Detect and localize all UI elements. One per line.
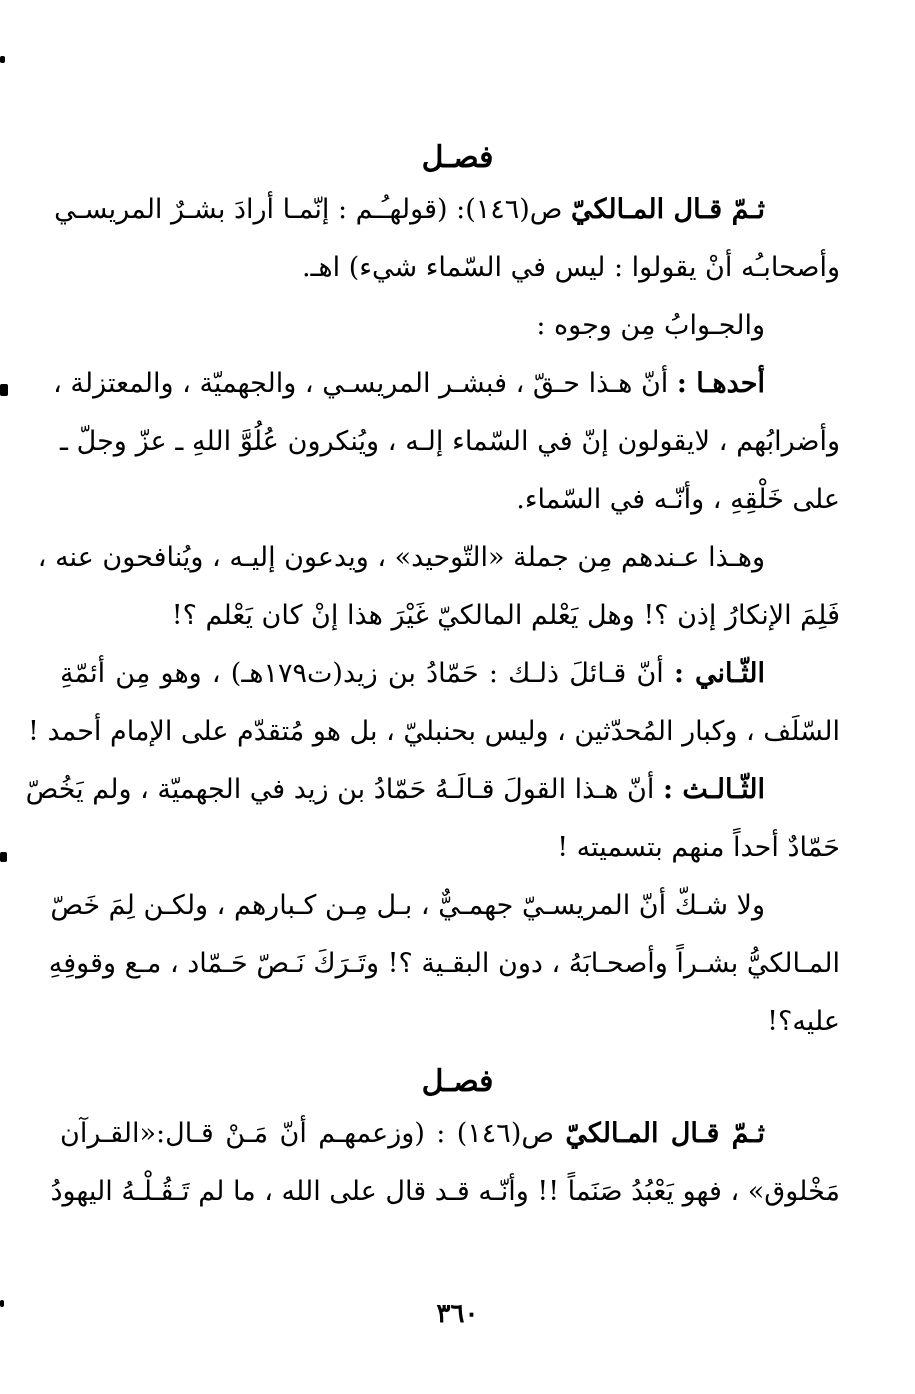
paragraph-line: السّلَف ، وكبار المُحدّثين ، وليس بحنبليّ ، بل هو مُتقدّم على الإمام أحمد ! [28,716,840,747]
paragraph-text: أنّ هـذا القولَ قـالَـهُ حَمّادُ بن زيد في الجهميّة ، ولم يَخُصّ [25,774,663,805]
paragraph-line [25,770,840,810]
scan-speck [0,852,7,862]
paragraph-line [60,1114,840,1154]
paragraph-lead: الثّـاني : [673,658,765,689]
paragraph-lead: ثـمّ قـال المـالكيّ [565,1118,765,1149]
paragraph-text: أنّ هـذا حـقّ ، فبشـر المريسـي ، والجهميّة ، والمعتزلة ، [53,368,677,399]
paragraph-text: ص(١٤٦) : (وزعمهـم أنّ مَـنْ قـال:«القـرآن [60,1118,566,1149]
paragraph-lead: الثّـالـث : [662,774,765,805]
page-number: ٣٦٠ [436,1299,479,1329]
paragraph-line: المـالكيُّ بشـراً وأصحـابَهُ ، دون البقـية ؟! وتَـرَكَ نَـصّ حَـمّاد ، مـع وقوفِهِ [48,948,840,979]
section-heading: فصـل [421,1064,494,1099]
paragraph-line: على خَلْقِهِ ، وأنّـه في السّماء. [516,484,840,515]
paragraph-line: عليه؟! [767,1006,840,1037]
paragraph-line: حَمّادٌ أحداً منهم بتسميته ! [557,832,840,863]
paragraph-lead: ثـمّ قـال المـالكيّ [571,194,765,225]
paragraph-line: فَلِمَ الإنكارُ إذن ؟! وهل يَعْلم المالكيّ غَيْرَ هذا إنْ كان يَعْلم ؟! [171,600,840,631]
paragraph-line: مَخْلوق» ، فهو يَعْبُدُ صَنَماً !! وأنّـه قـد قال على الله ، ما لم تَـقُـلْـهُ اليهودُ [50,1176,840,1207]
paragraph-lead: أحدهـا : [676,368,765,399]
scan-speck [0,56,5,63]
paragraph-line: والجـوابُ مِن وجوه : [536,310,765,341]
paragraph-line: وهـذا عـندهم مِن جملة «التّوحيد» ، ويدعون إليـه ، ويُنافحون عنه ، [37,542,765,573]
paragraph-line [60,654,840,694]
paragraph-line: ولا شـكّ أنّ المريسـيّ جهمـيٌّ ، بـل مِـن كـبارهم ، ولكـن لِمَ خَصّ [50,890,765,921]
paragraph-text: ص(١٤٦): (قولهـُـم : إنّمـا أرادَ بشـرٌ المريسـي [54,194,572,225]
paragraph-line [54,190,840,230]
paragraph-line: وأصحابـُه أنْ يقولوا : ليس في السّماء شيء) اهـ. [301,252,840,283]
paragraph-line [53,364,840,404]
section-heading: فصـل [421,140,494,175]
paragraph-line: وأضرابُهم ، لايقولون إنّ في السّماء إلـه ، ويُنكرون عُلُوَّ اللهِ ـ عزّ وجلّ ـ [60,426,840,457]
paragraph-text: أنّ قـائلَ ذلـك : حَمّادُ بن زيد(ت١٧٩هـ) ، وهو مِن أئمّةِ [60,658,674,689]
scan-speck [0,384,8,396]
